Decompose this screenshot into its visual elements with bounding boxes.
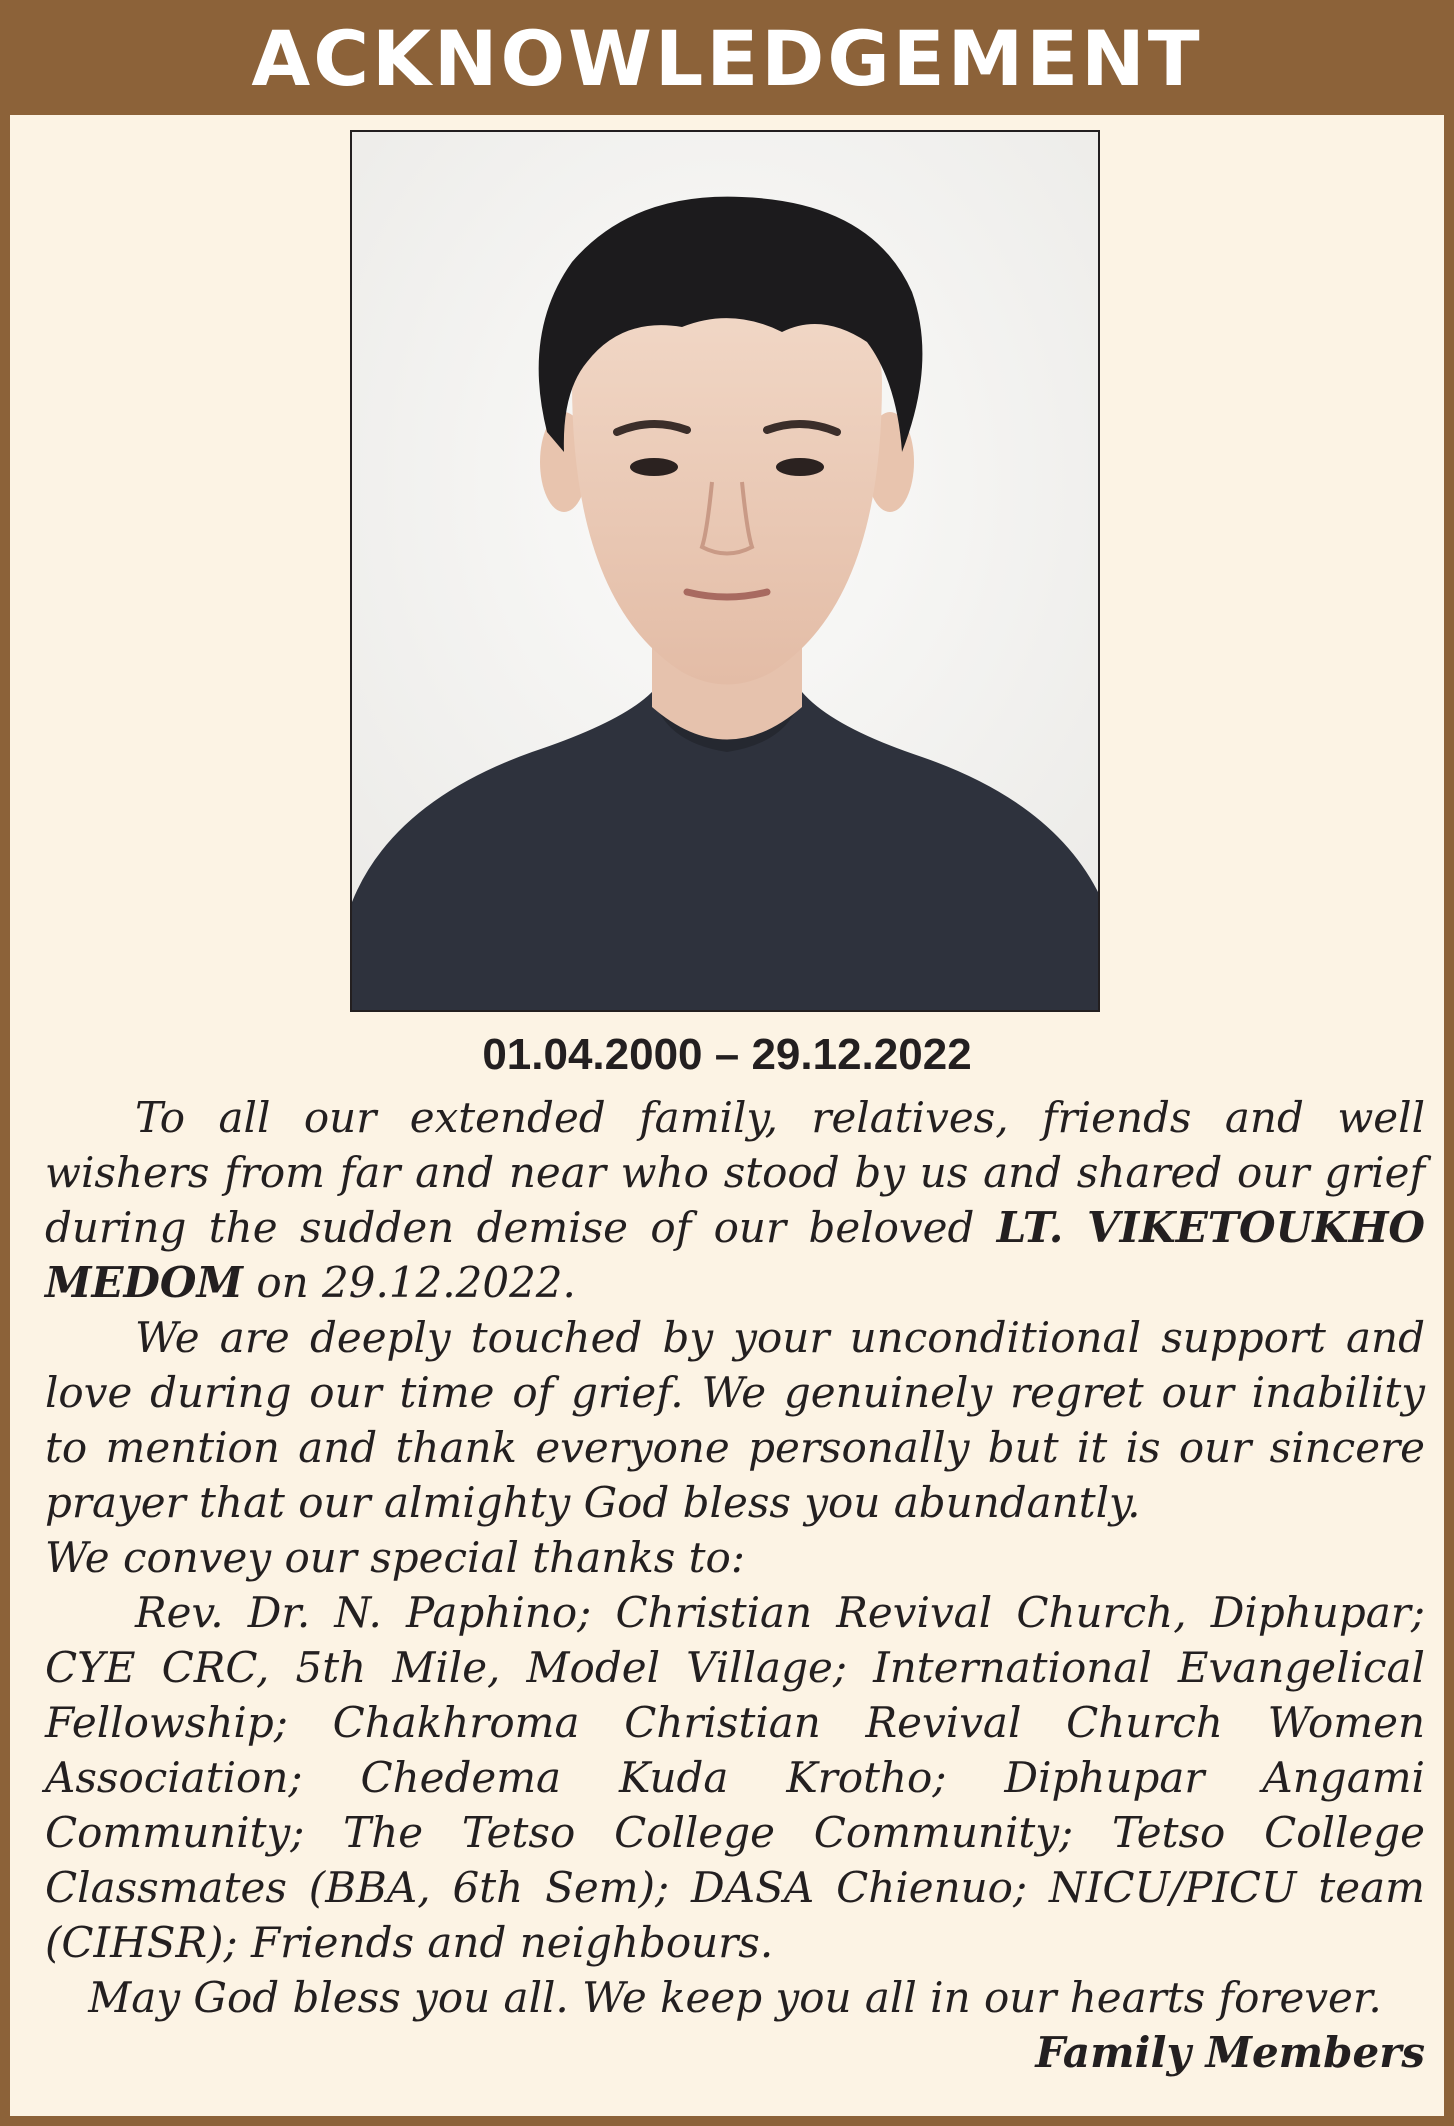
thanks-list: Rev. Dr. N. Paphino; Christian Revival Church, Diphupar; CYE CRC, 5th Mile, Model Village; International Evangelical Fellowship; Chakhroma Christian Revival Church Women Association; Chedema Kuda Krotho; Diphupar Angami Community; The Tetso College Community; Tetso College Classmates (BBA, 6th Sem); DASA Chienuo; NICU/PICU team (CIHSR); Friends and neighbours. bbox=[45, 1588, 1425, 1967]
message-body bbox=[45, 1090, 1425, 2080]
paragraph1-date: on 29.12.2022. bbox=[243, 1258, 576, 1307]
support-paragraph: We are deeply touched by your unconditional support and love during our time of grief. We genuinely regret our inability to mention and thank everyone personally but it is our sincere prayer that our almighty God bless you abundantly. bbox=[45, 1313, 1425, 1527]
life-dates: 01.04.2000 – 29.12.2022 bbox=[482, 1030, 972, 1079]
page-title: ACKNOWLEDGEMENT bbox=[0, 0, 1454, 115]
portrait-photo-icon bbox=[350, 130, 1100, 1012]
gratitude-paragraph bbox=[45, 1090, 1425, 1310]
paragraph1-text: To all our extended family, relatives, friends and well wishers from far and near who stood by us and shared our grief during the sudden demise of our beloved bbox=[45, 1093, 1425, 1252]
signature: Family Members bbox=[1035, 2028, 1425, 2077]
deceased-name: LT. VIKETOUKHO MEDOM bbox=[45, 1203, 1426, 1307]
thanks-intro: We convey our special thanks to: bbox=[45, 1533, 745, 1582]
blessing-line: May God bless you all. We keep you all in our hearts forever. bbox=[88, 1973, 1382, 2022]
